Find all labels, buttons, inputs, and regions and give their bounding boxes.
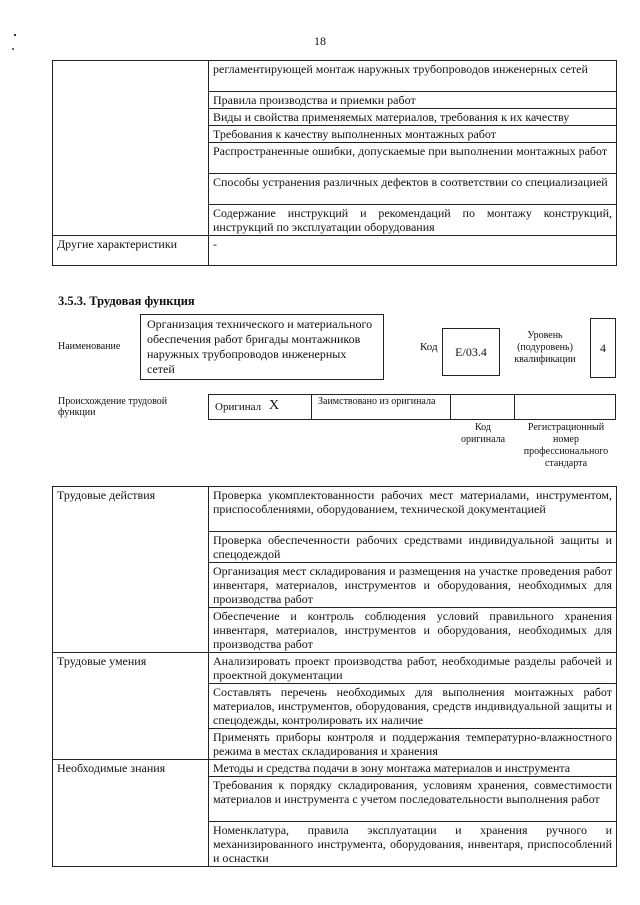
name-label: Наименование — [58, 341, 121, 352]
table-cell: Обеспечение и контроль соблюдения условий правильного хранения инвентаря, материалов, инструментов и оборудования, необходимых для производства работ — [209, 608, 617, 653]
other-characteristics-value: - — [209, 236, 617, 266]
group-label-actions: Трудовые действия — [53, 487, 209, 653]
group-label-skills: Трудовые умения — [53, 653, 209, 760]
table-cell: Анализировать проект производства работ, необходимые разделы рабочей и проектной документации — [209, 653, 617, 684]
table-cell: Виды и свойства применяемых материалов, требования к их качеству — [209, 109, 617, 126]
origin-code-cell — [450, 394, 515, 420]
labor-function-table — [52, 486, 617, 867]
reg-caption: Регистрационный номер профессионального стандарта — [523, 422, 609, 469]
table-cell: Применять приборы контроля и поддержания температурно-влажностного режима в местах складирования и хранения — [209, 729, 617, 760]
level-label: Уровень (подуровень) квалификации — [514, 330, 576, 365]
table-cell: Способы устранения различных дефектов в соответствии со специализацией — [209, 174, 617, 205]
table-cell: Организация мест складирования и размещения на участке проведения работ инвентаря, материалов, инструментов и оборудования, необходимых для производства работ — [209, 563, 617, 608]
table-cell: Проверка укомплектованности рабочих мест материалами, инструментом, приспособлениями, оборудованием, технической документацией — [209, 487, 617, 532]
original-label: Оригинал — [215, 401, 262, 413]
code-value-box: E/03.4 — [442, 328, 500, 376]
page-number: 18 — [314, 34, 326, 48]
borrowed-cell: Заимствовано из оригинала — [311, 394, 451, 420]
table-cell: Составлять перечень необходимых для выполнения монтажных работ материалов, инструментов, оборудования, средств индивидуальной защиты и спецодежды, контролировать их наличие — [209, 684, 617, 729]
code-caption: Код оригинала — [460, 422, 506, 445]
code-label: Код — [420, 341, 438, 353]
table-cell: Требования к порядку складирования, условиям хранения, совместимости материалов и инструмента с учетом последовательности выполнения работ — [209, 777, 617, 822]
table-cell: Правила производства и приемки работ — [209, 92, 617, 109]
group-label-knowledge: Необходимые знания — [53, 760, 209, 867]
table-cell: Номенклатура, правила эксплуатации и хранения ручного и механизированного инструмента, оборудования, инвентаря, приспособлений и оснастки — [209, 822, 617, 867]
table-cell: Содержание инструкций и рекомендаций по монтажу конструкций, инструкций по эксплуатации оборудования — [209, 205, 617, 236]
reg-number-cell — [514, 394, 616, 420]
origin-original-cell — [208, 394, 312, 420]
section-title: 3.5.3. Трудовая функция — [58, 294, 195, 308]
table-cell: регламентирующей монтаж наружных трубопроводов инженерных сетей — [209, 61, 617, 92]
table-cell: Требования к качеству выполненных монтажных работ — [209, 126, 617, 143]
original-mark: X — [269, 398, 280, 413]
table-cell: Распространенные ошибки, допускаемые при выполнении монтажных работ — [209, 143, 617, 174]
origin-label: Происхождение трудовой функции — [58, 396, 168, 418]
table-cell: Методы и средства подачи в зону монтажа материалов и инструмента — [209, 760, 617, 777]
table-cell: Проверка обеспеченности рабочих средствами индивидуальной защиты и спецодеждой — [209, 532, 617, 563]
other-characteristics-label: Другие характеристики — [53, 236, 209, 266]
table-cell-empty — [53, 61, 209, 236]
function-name-box: Организация технического и материального обеспечения работ бригады монтажников наружных трубопроводов инженерных сетей — [140, 314, 384, 380]
level-value-box: 4 — [590, 318, 616, 378]
top-knowledge-table — [52, 60, 617, 266]
